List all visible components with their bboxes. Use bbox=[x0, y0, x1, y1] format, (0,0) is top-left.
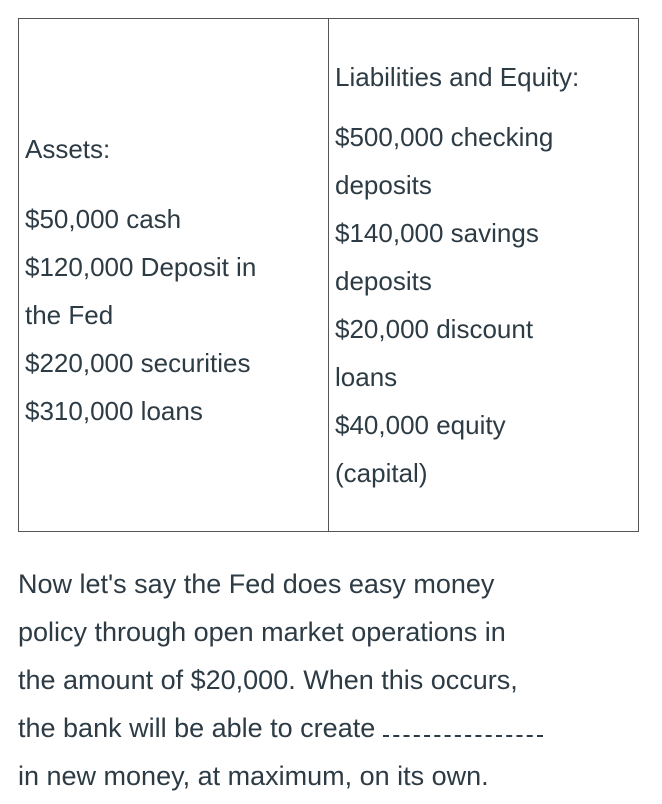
balance-sheet-table bbox=[18, 18, 639, 532]
question-line: policy through open market operations in bbox=[18, 617, 506, 647]
answer-blank bbox=[383, 713, 543, 737]
liability-line: deposits bbox=[335, 170, 432, 200]
asset-line: the Fed bbox=[25, 300, 114, 330]
liability-line: (capital) bbox=[335, 458, 428, 488]
liability-line: $500,000 checking bbox=[335, 122, 554, 152]
liabilities-column bbox=[329, 19, 638, 531]
liability-line: $20,000 discount bbox=[335, 314, 534, 344]
asset-line: $220,000 securities bbox=[25, 348, 251, 378]
asset-line: $50,000 cash bbox=[25, 204, 182, 234]
liability-line: $40,000 equity bbox=[335, 410, 506, 440]
question-line: the amount of $20,000. When this occurs, bbox=[18, 665, 518, 695]
assets-heading: Assets: bbox=[25, 134, 111, 164]
question-line: Now let's say the Fed does easy money bbox=[18, 569, 495, 599]
liabilities-heading: Liabilities and Equity: bbox=[335, 62, 580, 92]
liability-line: loans bbox=[335, 362, 398, 392]
liability-line: $140,000 savings bbox=[335, 218, 539, 248]
liability-line: deposits bbox=[335, 266, 432, 296]
asset-line: $310,000 loans bbox=[25, 396, 203, 426]
question-line: the bank will be able to create bbox=[18, 713, 376, 743]
question-line: in new money, at maximum, on its own. bbox=[18, 761, 489, 791]
asset-line: $120,000 Deposit in bbox=[25, 252, 257, 282]
assets-column bbox=[19, 19, 329, 531]
question-line-with-blank bbox=[18, 704, 638, 752]
question-text bbox=[18, 560, 638, 800]
